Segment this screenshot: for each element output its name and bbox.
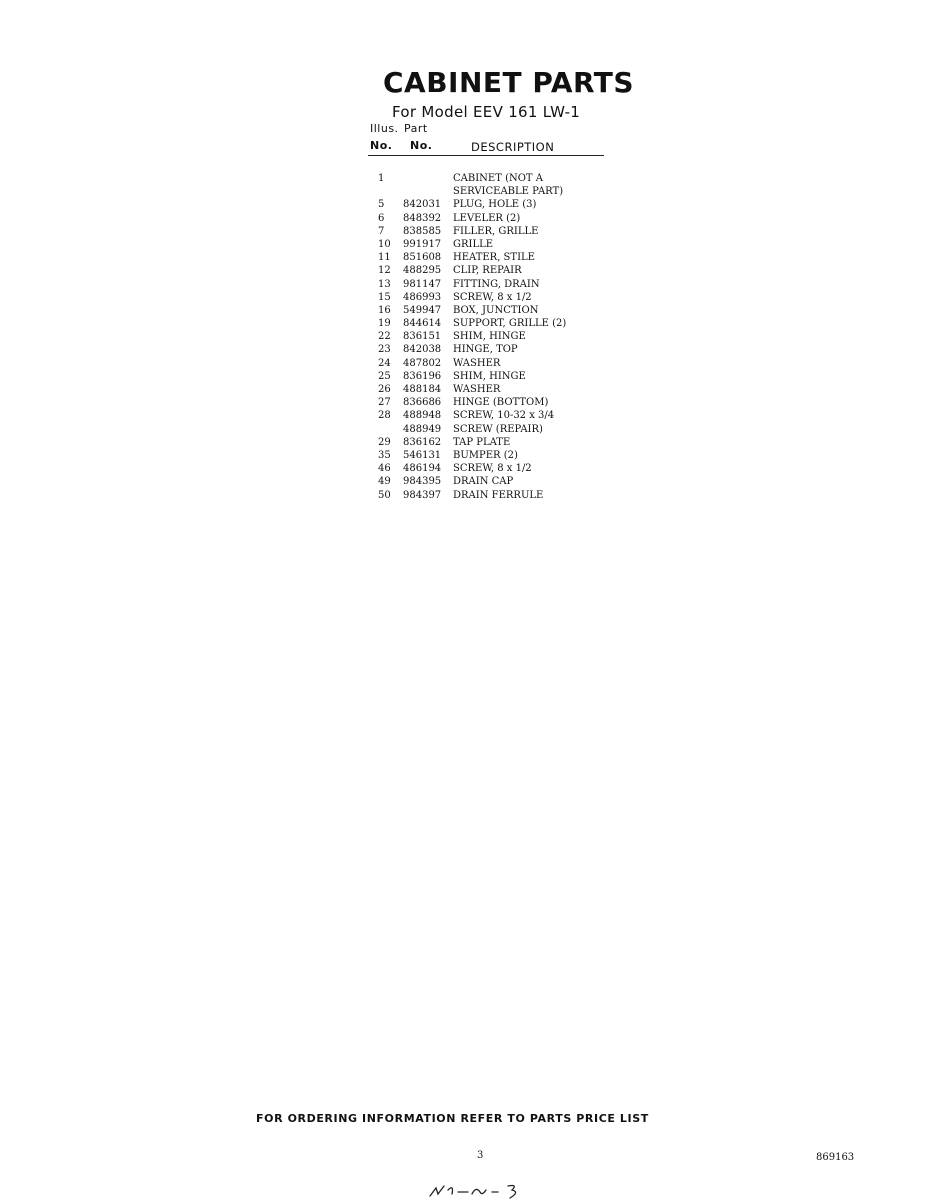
illus-number: 23 [378, 344, 391, 356]
parts-row [370, 238, 630, 251]
part-number: 984395 [403, 476, 442, 488]
part-description: TAP PLATE [453, 436, 511, 448]
illus-number: 50 [378, 489, 391, 501]
part-number: 838585 [403, 225, 442, 237]
illus-number: 24 [378, 357, 391, 369]
parts-row [370, 409, 630, 422]
part-description: SERVICEABLE PART) [453, 186, 564, 198]
parts-row [370, 317, 630, 330]
parts-list [370, 172, 630, 502]
header-rule [368, 155, 604, 156]
column-header-description: DESCRIPTION [471, 140, 555, 154]
parts-row [370, 489, 630, 502]
part-description: SCREW, 10-32 x 3/4 [453, 410, 555, 422]
parts-row [370, 212, 630, 225]
illus-number: 13 [378, 278, 391, 290]
illus-number: 29 [378, 436, 391, 448]
part-number: 836151 [403, 331, 442, 343]
parts-row [370, 436, 630, 449]
parts-row [370, 396, 630, 409]
part-description: WASHER [453, 384, 501, 395]
illus-number: 22 [378, 331, 391, 343]
illus-number: 15 [378, 291, 391, 303]
part-number: 488948 [403, 410, 442, 422]
parts-row [370, 291, 630, 304]
page-number: 3 [477, 1150, 484, 1161]
column-header-illus: Illus. [370, 122, 399, 135]
part-number: 981147 [403, 278, 442, 290]
illus-number: 12 [378, 265, 391, 277]
illus-number: 5 [378, 199, 385, 211]
part-description: SHIM, HINGE [453, 331, 526, 343]
parts-row [370, 172, 630, 185]
parts-row [370, 304, 630, 317]
part-description: HINGE (BOTTOM) [453, 397, 549, 409]
illus-number: 16 [378, 304, 391, 316]
parts-row [370, 462, 630, 475]
part-description: WASHER [453, 357, 501, 369]
parts-row [370, 278, 630, 291]
illus-number: 6 [378, 212, 385, 224]
column-header-part: Part [404, 122, 428, 135]
parts-row [370, 343, 630, 356]
part-number: 488295 [403, 265, 442, 277]
part-description: CLIP, REPAIR [453, 265, 522, 277]
parts-row [370, 225, 630, 238]
part-number: 991917 [403, 238, 442, 250]
illus-number: 11 [378, 252, 391, 264]
part-number: 488949 [403, 423, 442, 435]
part-description: SCREW, 8 x 1/2 [453, 291, 532, 303]
illus-number: 25 [378, 370, 391, 382]
parts-row [370, 475, 630, 488]
part-number: 848392 [403, 212, 442, 224]
part-description: CABINET (NOT A [453, 173, 543, 184]
part-number: 546131 [403, 449, 442, 461]
part-description: BUMPER (2) [453, 449, 518, 461]
part-number: 486194 [403, 463, 442, 475]
part-number: 984397 [403, 489, 442, 501]
illus-number: 35 [378, 449, 391, 461]
parts-row [370, 330, 630, 343]
parts-row [370, 251, 630, 264]
part-description: DRAIN FERRULE [453, 489, 544, 501]
part-description: FILLER, GRILLE [453, 225, 539, 237]
parts-row [370, 383, 630, 396]
part-description: HEATER, STILE [453, 252, 535, 264]
part-number: 842038 [403, 344, 442, 356]
part-number: 851608 [403, 252, 442, 264]
part-number: 488184 [403, 384, 442, 395]
part-number: 836196 [403, 370, 442, 382]
parts-row [370, 357, 630, 370]
illus-number: 49 [378, 476, 391, 488]
parts-row [370, 423, 630, 436]
part-number: 844614 [403, 318, 442, 330]
parts-row [370, 198, 630, 211]
part-number: 842031 [403, 199, 442, 211]
part-number: 549947 [403, 304, 442, 316]
part-number: 486993 [403, 291, 442, 303]
illus-number: 1 [378, 173, 385, 184]
part-description: LEVELER (2) [453, 212, 521, 224]
illus-number: 28 [378, 410, 391, 422]
part-description: BOX, JUNCTION [453, 304, 539, 316]
illus-number: 27 [378, 397, 391, 409]
part-number: 836162 [403, 436, 442, 448]
part-description: SCREW (REPAIR) [453, 423, 543, 435]
part-number: 487802 [403, 357, 442, 369]
part-description: SHIM, HINGE [453, 370, 526, 382]
part-description: SCREW, 8 x 1/2 [453, 463, 532, 475]
illus-number: 7 [378, 225, 385, 237]
part-description: SUPPORT, GRILLE (2) [453, 318, 567, 330]
document-number: 869163 [816, 1152, 855, 1163]
part-description: GRILLE [453, 238, 494, 250]
parts-row [370, 264, 630, 277]
column-header-part-no: No. [410, 139, 433, 152]
part-number: 836686 [403, 397, 442, 409]
illus-number: 19 [378, 318, 391, 330]
illus-number: 10 [378, 238, 391, 250]
page-title: CABINET PARTS [383, 66, 635, 99]
parts-row [370, 185, 630, 198]
part-description: HINGE, TOP [453, 344, 518, 356]
parts-row [370, 370, 630, 383]
ordering-note: FOR ORDERING INFORMATION REFER TO PARTS PRICE LIST [256, 1112, 649, 1125]
illus-number: 46 [378, 463, 391, 475]
parts-row [370, 449, 630, 462]
illus-number: 26 [378, 384, 391, 395]
model-subtitle: For Model EEV 161 LW-1 [392, 103, 581, 121]
part-description: DRAIN CAP [453, 476, 514, 488]
part-description: FITTING, DRAIN [453, 278, 540, 290]
handwritten-mark [428, 1180, 538, 1200]
part-description: PLUG, HOLE (3) [453, 199, 537, 211]
column-header-illus-no: No. [370, 139, 393, 152]
